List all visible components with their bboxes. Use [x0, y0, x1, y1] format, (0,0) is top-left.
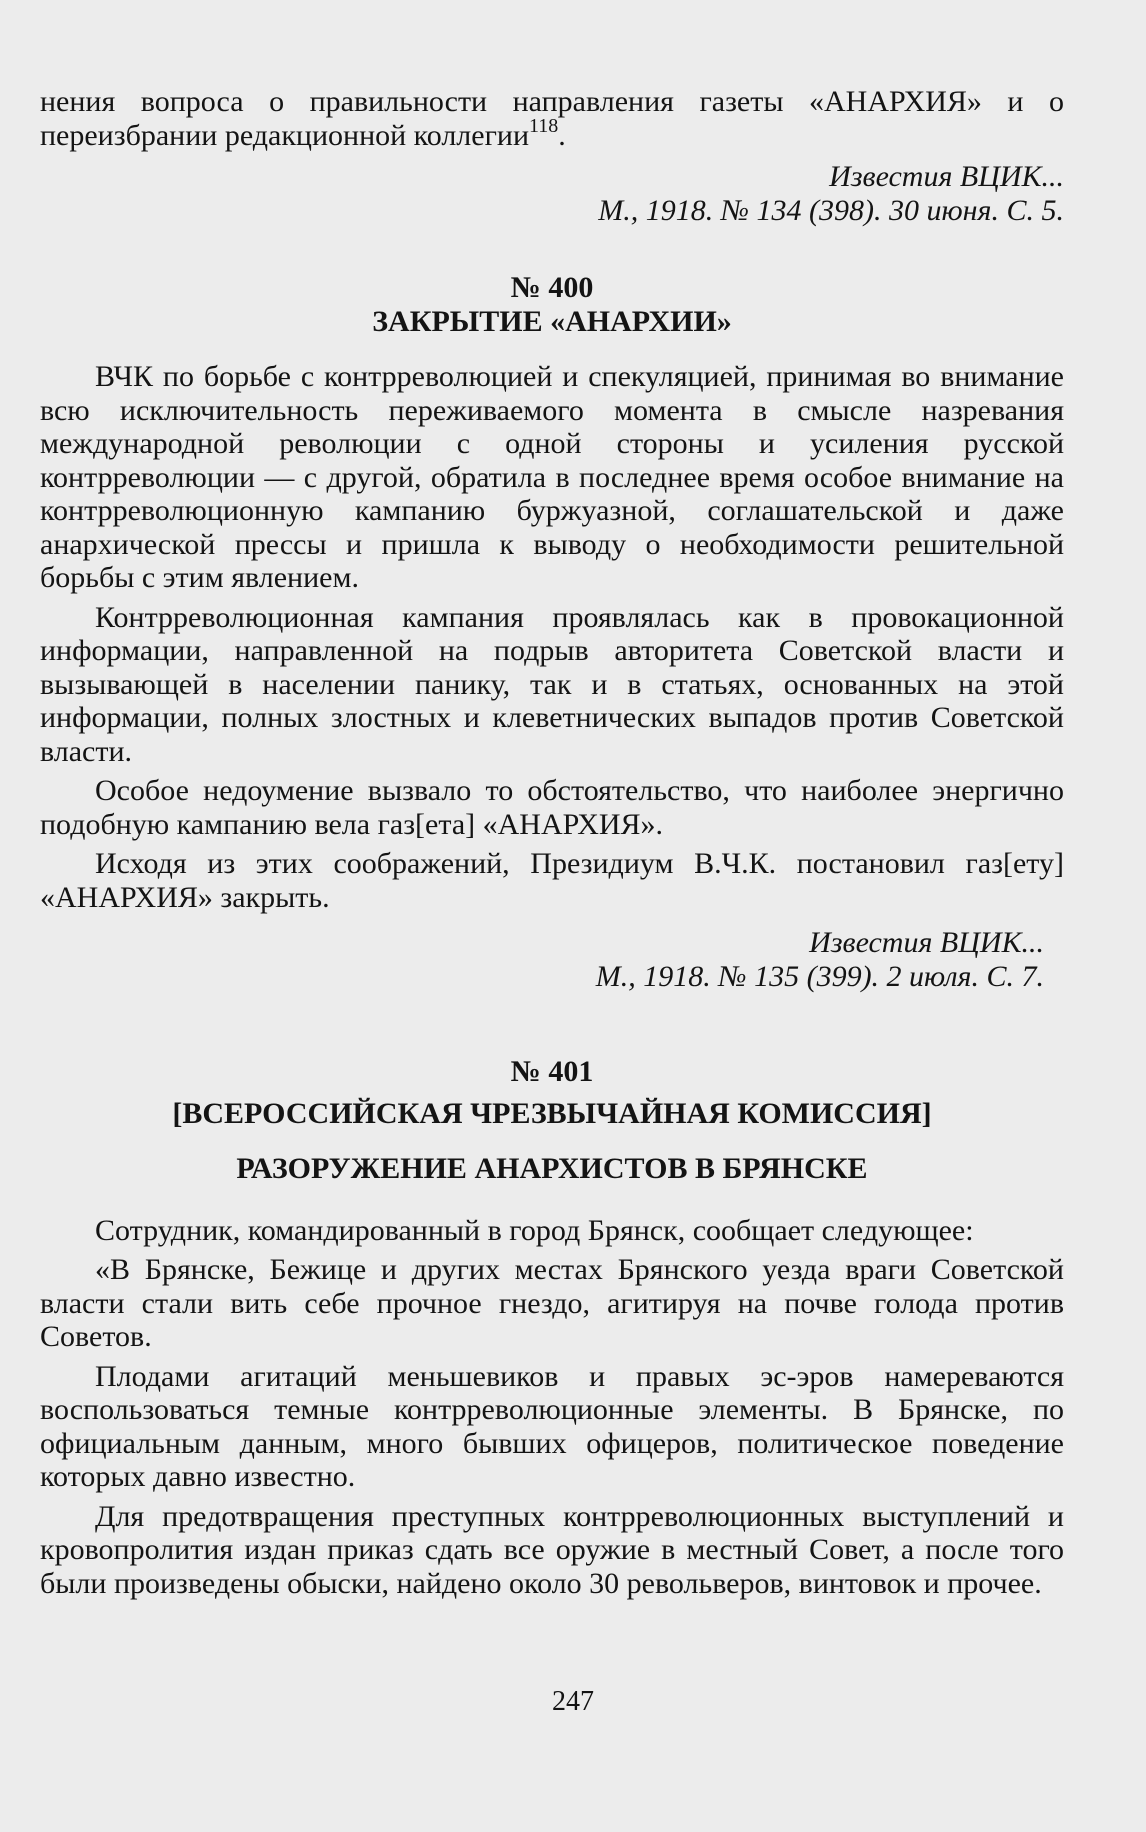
- source-citation-2: [40, 926, 1064, 993]
- page-number: 247: [552, 1686, 594, 1717]
- document-number-400: № 400: [510, 271, 594, 304]
- doc401-paragraph-4: Для предотвращения преступных контрреволюционных выступлений и кровопролития издан приказ сдать все оружие в местный Совет, а после того были произведены обыски, найдено около 30 револьверов, винтовок и прочее.: [40, 1499, 1064, 1600]
- doc401-paragraph-1: Сотрудник, командированный в город Брянск, сообщает следующее:: [95, 1213, 974, 1247]
- doc400-paragraph-3: Особое недоумение вызвало то обстоятельство, что наиболее энергично подобную кампанию вела газ[ета] «АНАРХИЯ».: [40, 774, 1064, 841]
- doc401-paragraph-2: «В Брянске, Бежице и других местах Брянского уезда враги Советской власти стали вить себе прочное гнездо, агитируя на почве голода против Советов.: [40, 1253, 1064, 1353]
- doc400-paragraph-2: Контрреволюционная кампания проявлялась как в провокационной информации, направленной на подрыв авторитета Советской власти и вызывающей в населении панику, так и в статьях, основанных на этой информации, полных злостных и клеветнических выпадов против Советской власти.: [40, 600, 1064, 768]
- document-org-401: [ВСЕРОССИЙСКАЯ ЧРЕЗВЫЧАЙНАЯ КОМИССИЯ]: [172, 1096, 932, 1130]
- source-title: Известия ВЦИК...: [829, 160, 1064, 193]
- source-detail: М., 1918. № 134 (398). 30 июня. С. 5.: [598, 193, 1064, 227]
- page-content: [40, 85, 1064, 1600]
- doc400-paragraph-1: ВЧК по борьбе с контрреволюцией и спекуляцией, принимая во внимание всю исключительность переживаемого момента в смысле назревания международной революции с одной стороны и усиления русской контрреволюции — с другой, обратила в последнее время особое внимание на контрреволюционную кампанию буржуазной, соглашательской и даже анархической прессы и пришла к выводу о необходимости решительной борьбы с этим явлением.: [40, 360, 1064, 594]
- source-citation-1: [40, 160, 1064, 227]
- footnote-ref: 118: [529, 114, 559, 137]
- document-title-401: РАЗОРУЖЕНИЕ АНАРХИСТОВ В БРЯНСКЕ: [236, 1152, 868, 1185]
- doc401-paragraph-3: Плодами агитаций меньшевиков и правых эс-эров намереваются воспользоваться темные контрреволюционные элементы. В Брянске, по официальным данным, много бывших офицеров, политическое поведение которых давно известно.: [40, 1359, 1064, 1493]
- intro-paragraph: нения вопроса о правильности направления газеты «АНАРХИЯ» и о переизбрании редакционной коллегии$^{118}$.: [40, 85, 1064, 152]
- document-title-400: ЗАКРЫТИЕ «АНАРХИИ»: [372, 304, 732, 338]
- source-title: Известия ВЦИК...: [809, 926, 1044, 959]
- source-detail: М., 1918. № 135 (399). 2 июля. С. 7.: [595, 959, 1044, 993]
- doc400-paragraph-4: Исходя из этих соображений, Президиум В.Ч.К. постановил газ[ету] «АНАРХИЯ» закрыть.: [40, 847, 1064, 914]
- document-number-401: № 401: [510, 1055, 594, 1088]
